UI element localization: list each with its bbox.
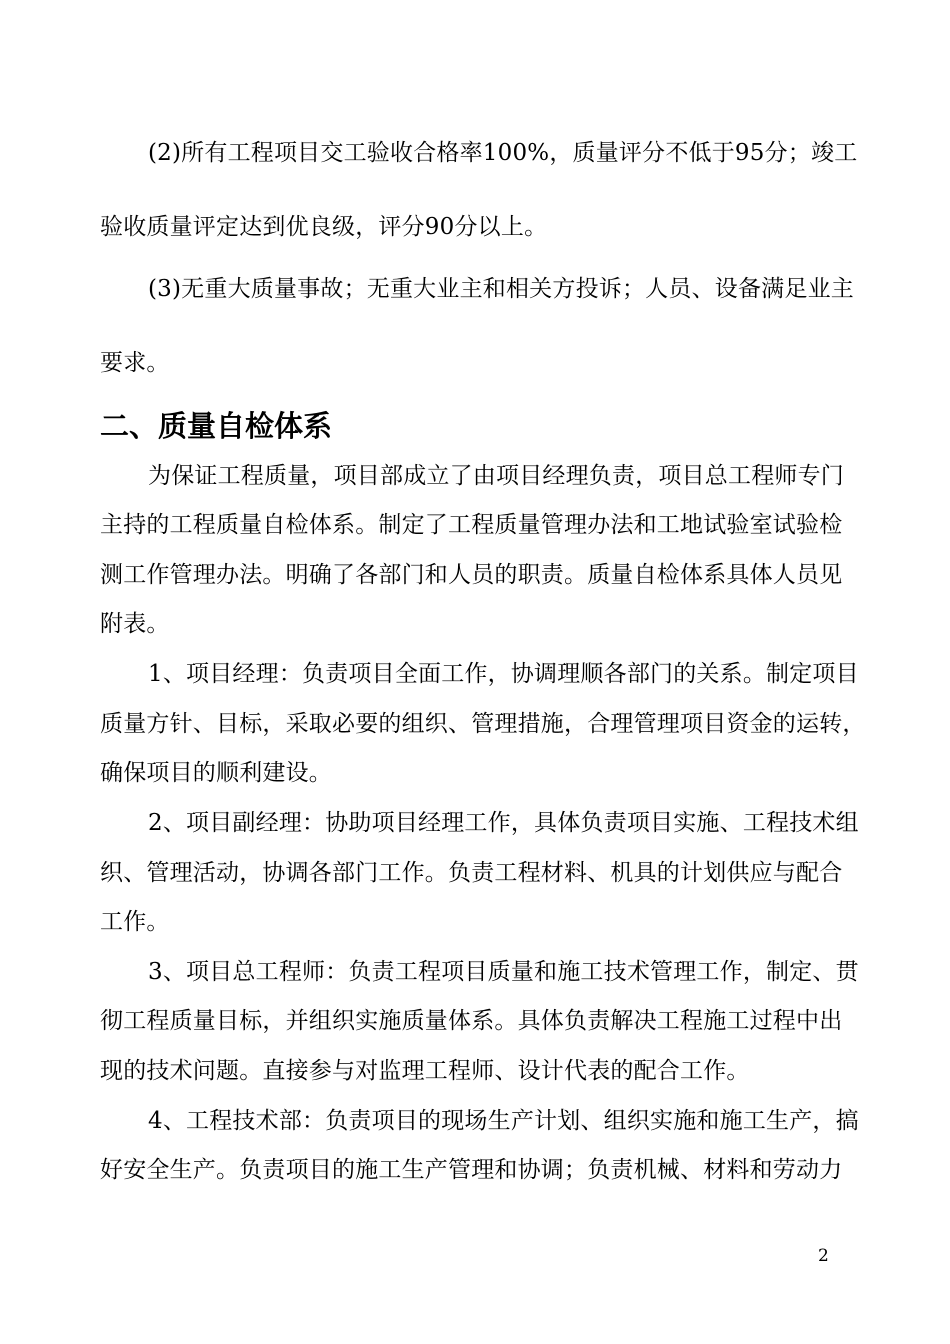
- item-2-line-1: 2、项目副经理：协助项目经理工作，具体负责项目实施、工程技术组: [148, 810, 859, 836]
- item-1-line-1: 1、项目经理：负责项目全面工作，协调理顺各部门的关系。制定项目: [148, 661, 859, 687]
- item-2-line-3: 工作。: [100, 909, 170, 935]
- intro-line-4: 附表。: [100, 611, 170, 637]
- item-3-line-2: 彻工程质量目标，并组织实施质量体系。具体负责解决工程施工过程中出: [100, 1008, 843, 1034]
- item-4-line-1: 4、工程技术部：负责项目的现场生产计划、组织实施和施工生产，搞: [148, 1108, 859, 1134]
- item-4-line-2: 好安全生产。负责项目的施工生产管理和协调；负责机械、材料和劳动力: [100, 1157, 843, 1183]
- intro-line-2: 主持的工程质量自检体系。制定了工程质量管理办法和工地试验室试验检: [100, 512, 843, 538]
- item-1-line-2: 质量方针、目标，采取必要的组织、管理措施，合理管理项目资金的运转，: [100, 711, 866, 737]
- item-2-line-2: 织、管理活动，协调各部门工作。负责工程材料、机具的计划供应与配合: [100, 860, 843, 886]
- paragraph-3-line-1: (3)无重大质量事故；无重大业主和相关方投诉；人员、设备满足业主: [148, 276, 854, 302]
- page-number: 2: [818, 1246, 829, 1266]
- item-3-line-1: 3、项目总工程师：负责工程项目质量和施工技术管理工作，制定、贯: [148, 959, 859, 985]
- intro-line-3: 测工作管理办法。明确了各部门和人员的职责。质量自检体系具体人员见: [100, 562, 843, 588]
- intro-line-1: 为保证工程质量，项目部成立了由项目经理负责，项目总工程师专门: [148, 463, 844, 489]
- section-heading: 二、质量自检体系: [100, 409, 333, 443]
- paragraph-3-line-2: 要求。: [100, 350, 170, 376]
- item-3-line-3: 现的技术问题。直接参与对监理工程师、设计代表的配合工作。: [100, 1058, 750, 1084]
- paragraph-2-line-2: 验收质量评定达到优良级，评分90分以上。: [100, 214, 548, 240]
- item-1-line-3: 确保项目的顺利建设。: [100, 760, 332, 786]
- paragraph-2-line-1: (2)所有工程项目交工验收合格率100%，质量评分不低于95分；竣工: [148, 140, 858, 166]
